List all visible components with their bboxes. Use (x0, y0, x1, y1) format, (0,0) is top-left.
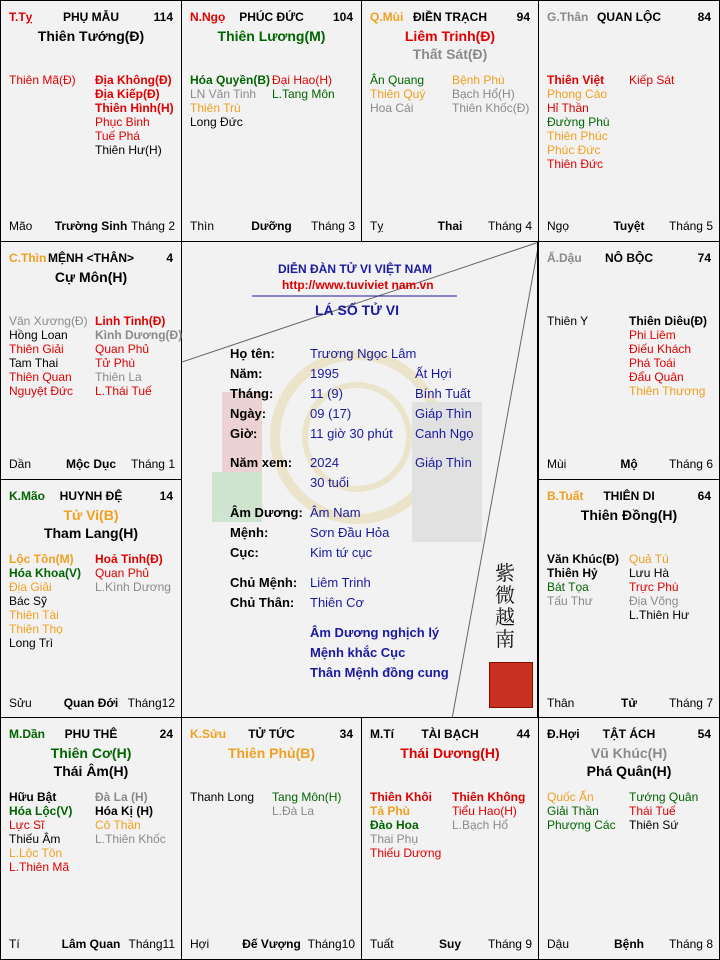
palace-branch-bottom: Thân (547, 696, 575, 710)
palace-number: 64 (697, 489, 711, 503)
palace-branch: Ấ.Dậu (547, 251, 582, 265)
star: Quan Phủ (95, 342, 150, 356)
info-value: Trương Ngọc Lâm (310, 346, 417, 361)
star-column-right (95, 552, 171, 594)
palace-cell[interactable] (181, 717, 362, 960)
palace-name: HUYNH ĐỆ (59, 489, 123, 503)
palace-cell[interactable] (0, 241, 182, 480)
star: Đào Hoa (370, 818, 419, 832)
info-value: 11 (9) (310, 386, 343, 401)
star: Thiên Việt (547, 73, 605, 87)
palace-number: 54 (697, 727, 711, 741)
main-star: Tham Lang(H) (43, 525, 139, 541)
palace-number: 84 (697, 10, 711, 24)
star: Thiên Không (452, 790, 526, 804)
star: Thiên Trù (190, 101, 241, 115)
star: Văn Xương(Đ) (9, 314, 88, 328)
info-value-can-chi: Ất Hợi (415, 366, 452, 381)
star-column-right (452, 73, 529, 115)
palace-month: Tháng 5 (668, 219, 713, 233)
star: Tả Phù (370, 804, 411, 818)
palace-branch: K.Sửu (190, 727, 227, 741)
palace-number: 104 (332, 10, 353, 24)
palace-month: Tháng 2 (130, 219, 175, 233)
palace-stage: Mộ (620, 457, 638, 471)
info-label: Ngày: (230, 406, 267, 421)
star-column-left (547, 314, 588, 328)
star: L.Bạch Hổ (452, 818, 509, 832)
palace-branch-bottom: Dần (9, 457, 32, 471)
star: Địa Kiếp(Đ) (95, 87, 160, 101)
star: Lực Sĩ (9, 818, 45, 832)
palace-branch: Q.Mùi (370, 10, 404, 24)
star: Địa Giải (9, 580, 52, 594)
star: Kình Dương(Đ) (95, 328, 183, 342)
star: Thiên Khốc(Đ) (452, 101, 530, 115)
star: Thiên Tài (9, 608, 59, 622)
palace-cell[interactable] (0, 717, 182, 960)
star: Bác Sỹ (9, 594, 48, 608)
info-label: Họ tên: (230, 346, 275, 361)
palace-month: Tháng 8 (668, 937, 713, 951)
palace-branch: N.Ngọ (190, 10, 226, 24)
main-star: Thái Dương(H) (400, 745, 500, 761)
palace-branch: M.Dần (9, 727, 45, 741)
info-label: Giờ: (230, 426, 258, 441)
palace-name: TỬ TỨC (248, 727, 295, 741)
info-label: Chủ Mệnh: (230, 575, 298, 590)
star: L.Kình Dương (95, 580, 171, 594)
star-column-left (190, 790, 254, 804)
chart-note: Mệnh khắc Cục (310, 645, 406, 660)
star: Thái Tuế (629, 804, 676, 818)
star: Thiên Hỷ (547, 566, 598, 580)
star: L.Thái Tuế (95, 384, 152, 398)
star: Thiên Quý (370, 87, 426, 101)
info-value-can-chi: Giáp Thìn (415, 455, 472, 470)
star-column-right (95, 73, 174, 157)
star: Ân Quang (370, 73, 425, 87)
star: Hồng Loan (9, 328, 68, 342)
palace-month: Tháng 9 (487, 937, 532, 951)
star: Long Đức (190, 115, 243, 129)
star: Tử Phù (95, 356, 136, 370)
star: Phong Cáo (547, 87, 608, 101)
star-column-right (272, 790, 341, 818)
star: Hỉ Thần (547, 101, 589, 115)
main-star: Thiên Tướng(Đ) (37, 28, 145, 44)
main-star: Thiên Lương(M) (217, 28, 326, 44)
star-column-left (547, 790, 616, 832)
star: L.Thiên Hư (629, 608, 690, 622)
star: Thiếu Âm (9, 832, 61, 846)
star-column-left (547, 552, 619, 608)
star-column-right (95, 790, 166, 846)
star: LN Văn Tinh (190, 87, 257, 101)
info-label: Cục: (230, 545, 259, 560)
star-column-right (629, 73, 674, 87)
palace-month: Tháng 6 (668, 457, 713, 471)
star-column-left (190, 73, 270, 129)
info-value: Thiên Cơ (310, 595, 365, 610)
palace-stage: Đế Vượng (242, 937, 301, 951)
forum-url[interactable]: http://www.tuviviet nam.vn (282, 278, 434, 292)
palace-branch-bottom: Mùi (547, 457, 567, 471)
palace-branch: C.Thìn (9, 251, 47, 265)
forum-name: DIỄN ĐÀN TỬ VI VIỆT NAM (278, 262, 432, 276)
chart-note: Thân Mệnh đồng cung (310, 665, 449, 680)
palace-month: Tháng11 (128, 937, 175, 951)
info-label: Chủ Thân: (230, 595, 295, 610)
star: Phục Binh (95, 115, 150, 129)
star: Thiên Đức (547, 157, 604, 171)
star-column-left (9, 790, 72, 874)
star: Trực Phù (629, 580, 679, 594)
palace-number: 34 (339, 727, 353, 741)
star: Tuế Phá (95, 129, 140, 143)
star-column-right (272, 73, 335, 101)
palace-branch-bottom: Mão (9, 219, 33, 233)
chart-note: Âm Dương nghịch lý (310, 625, 440, 640)
palace-branch-bottom: Ngọ (547, 219, 570, 233)
palace-name: MỆNH <THÂN> (47, 251, 134, 265)
info-value: 11 giờ 30 phút (310, 426, 393, 441)
info-value: 2024 (310, 455, 339, 470)
palace-month: Tháng 4 (487, 219, 532, 233)
center-panel (181, 241, 538, 718)
main-star: Cự Môn(H) (54, 269, 128, 285)
palace-number: 24 (159, 727, 173, 741)
star: Hóa Khoa(V) (9, 566, 81, 580)
palace-month: Tháng 1 (130, 457, 175, 471)
star: Thiên Diêu(Đ) (629, 314, 707, 328)
palace-stage: Suy (438, 937, 461, 951)
star: Lưu Hà (629, 566, 670, 580)
palace-branch: G.Thân (547, 10, 589, 24)
info-label: Năm: (230, 366, 263, 381)
star: Thiên Sứ (629, 818, 679, 832)
palace-stage: Trường Sinh (54, 219, 128, 233)
star: Thiên Mã(Đ) (9, 73, 76, 87)
palace-number: 14 (159, 489, 173, 503)
star: Thanh Long (190, 790, 255, 804)
star-column-right (629, 314, 707, 398)
palace-cell[interactable] (538, 241, 720, 480)
star: Phá Toái (629, 356, 676, 370)
star: Điếu Khách (629, 342, 692, 356)
palace-stage: Thai (437, 219, 463, 233)
palace-stage: Lâm Quan (61, 937, 121, 951)
palace-name: PHÚC ĐỨC (239, 10, 304, 24)
star: Linh Tinh(Đ) (95, 314, 166, 328)
palace-branch: K.Mão (9, 489, 45, 503)
info-label: Năm xem: (230, 455, 293, 470)
star: Đà La (H) (95, 790, 148, 804)
palace-name: PHỤ MẪU (63, 10, 119, 24)
star: Thiếu Dương (370, 846, 442, 860)
star: Giải Thần (547, 804, 599, 818)
palace-stage: Tử (620, 696, 638, 710)
palace-name: TẬT ÁCH (602, 727, 656, 741)
palace-cell[interactable] (538, 717, 720, 960)
star: Quốc Ấn (547, 790, 594, 804)
palace-cell[interactable] (181, 0, 362, 242)
star: Hóa Lộc(V) (9, 804, 73, 818)
palace-number: 74 (697, 251, 711, 265)
palace-branch-bottom: Dậu (547, 937, 570, 951)
palace-branch-bottom: Thìn (190, 219, 215, 233)
palace-branch: T.Tỵ (9, 10, 33, 24)
star: Thiên Khôi (370, 790, 432, 804)
palace-stage: Bệnh (614, 937, 644, 951)
star-column-right (629, 790, 698, 832)
main-star: Thái Âm(H) (53, 763, 129, 779)
info-value-age: 30 tuổi (310, 475, 350, 490)
star: L.Thiên Khốc (95, 832, 166, 846)
star: Tướng Quân (629, 790, 699, 804)
info-value: Liêm Trinh (310, 575, 371, 590)
info-value: 1995 (310, 366, 339, 381)
info-label: Mệnh: (230, 525, 269, 540)
star: Bạch Hổ(H) (452, 87, 515, 101)
info-value: Âm Nam (310, 505, 361, 520)
star: Bệnh Phù (452, 73, 505, 87)
main-star: Tử Vi(B) (63, 507, 119, 523)
palace-branch: B.Tuất (547, 489, 584, 503)
star: Quan Phủ (95, 566, 150, 580)
star: Đại Hao(H) (272, 73, 333, 87)
palace-name: THIÊN DI (603, 489, 655, 503)
palace-cell[interactable] (538, 0, 720, 242)
palace-month: Tháng10 (307, 937, 355, 951)
palace-month: Tháng 7 (668, 696, 713, 710)
star: Thiên Giải (9, 342, 64, 356)
main-star: Liêm Trinh(Đ) (404, 28, 496, 44)
star: Kiếp Sát (629, 73, 675, 87)
star: Tang Môn(H) (272, 790, 342, 804)
star-column-left (9, 314, 88, 398)
palace-branch: M.Tí (370, 727, 394, 741)
palace-number: 4 (166, 251, 173, 265)
star: Địa Không(Đ) (95, 73, 172, 87)
star: Thiên Thọ (9, 622, 63, 636)
palace-number: 114 (153, 10, 173, 24)
star: Đẩu Quân (629, 370, 684, 384)
palace-branch-bottom: Tuất (370, 937, 394, 951)
palace-cell[interactable] (0, 0, 182, 242)
palace-name: NÔ BỘC (605, 251, 653, 265)
star: Thiên Quan (9, 370, 72, 384)
star: Hoa Cái (370, 101, 414, 115)
star-column-left (547, 73, 610, 171)
star: Nguyệt Đức (9, 384, 74, 398)
star-column-right (95, 314, 182, 398)
star: Văn Khúc(Đ) (547, 552, 619, 566)
star: Tấu Thư (547, 594, 593, 608)
star: Phi Liêm (629, 328, 676, 342)
star: Tam Thai (9, 356, 59, 370)
star: Địa Võng (629, 594, 679, 608)
star: Phúc Đức (547, 143, 601, 157)
palace-branch: Đ.Hợi (547, 727, 580, 741)
main-star: Thiên Cơ(H) (50, 745, 132, 761)
star: Lộc Tồn(M) (9, 552, 74, 566)
star: Thiên La (95, 370, 142, 384)
star: Hoả Tinh(Đ) (95, 552, 163, 566)
info-label: Âm Dương: (230, 505, 303, 520)
star: Bát Tọa (547, 580, 589, 594)
info-value-can-chi: Canh Ngọ (415, 426, 474, 441)
palace-name: QUAN LỘC (597, 10, 661, 24)
palace-stage: Quan Đới (63, 696, 119, 710)
star: Quả Tú (629, 552, 669, 566)
star: Hóa Kị (H) (95, 804, 153, 818)
star-column-right (629, 552, 689, 622)
palace-month: Tháng 3 (310, 219, 355, 233)
star: L.Thiên Mã (9, 860, 70, 874)
star-column-left (9, 552, 81, 650)
star-column-right (452, 790, 525, 832)
palace-stage: Dưỡng (251, 219, 292, 233)
palace-stage: Mộc Dục (65, 457, 116, 471)
palace-branch-bottom: Hợi (190, 937, 210, 951)
star: L.Lộc Tồn (9, 846, 63, 860)
info-value-can-chi: Giáp Thìn (415, 406, 472, 421)
palace-cell[interactable] (361, 0, 539, 242)
star: Hữu Bật (9, 790, 57, 804)
star: Thiên Hình(H) (95, 101, 174, 115)
main-star: Thiên Đồng(H) (580, 507, 678, 523)
star: Long Trì (9, 636, 54, 650)
palace-name: PHU THÊ (64, 727, 118, 741)
info-value: Sơn Đầu Hỏa (310, 525, 390, 540)
info-value: 09 (17) (310, 406, 352, 421)
palace-cell[interactable] (0, 479, 182, 719)
info-value: Kim tứ cục (310, 545, 373, 560)
palace-branch-bottom: Sửu (9, 696, 32, 710)
info-label: Tháng: (230, 386, 274, 401)
palace-stage: Tuyệt (613, 219, 645, 233)
star-column-left (9, 73, 76, 87)
star-column-left (370, 790, 441, 860)
star: Thiên Thương (629, 384, 706, 398)
star: Thiên Phúc (547, 129, 608, 143)
main-star: Thất Sát(Đ) (412, 46, 488, 62)
seal-stamp (487, 562, 533, 712)
star: Thai Phụ (370, 832, 419, 846)
star: Cô Thần (95, 818, 141, 832)
star: Phượng Các (547, 818, 616, 832)
main-star: Thiên Phủ(B) (227, 745, 316, 761)
star-column-left (370, 73, 425, 115)
palace-number: 44 (516, 727, 530, 741)
star: Thiên Y (547, 314, 589, 328)
star: Đường Phù (547, 115, 610, 129)
main-star: Vũ Khúc(H) (590, 745, 668, 761)
star: L.Đà La (272, 804, 315, 818)
palace-name: TÀI BẠCH (421, 727, 479, 741)
star: Hóa Quyền(B) (190, 73, 271, 87)
palace-cell[interactable] (538, 479, 720, 719)
palace-branch-bottom: Tí (9, 937, 20, 951)
palace-name: ĐIỀN TRẠCH (413, 10, 487, 24)
palace-branch-bottom: Tỵ (370, 219, 384, 233)
palace-number: 94 (516, 10, 530, 24)
star: Thiên Hư(H) (95, 143, 162, 157)
seal-square (489, 662, 533, 708)
palace-month: Tháng12 (127, 696, 175, 710)
main-star: Phá Quân(H) (586, 763, 672, 779)
chart-title: LÁ SỐ TỬ VI (315, 302, 399, 318)
seal-text: 紫微越南 (495, 561, 515, 651)
star: Tiểu Hao(H) (452, 804, 517, 818)
info-value-can-chi: Bính Tuất (415, 386, 471, 401)
palace-cell[interactable] (361, 717, 539, 960)
star: L.Tang Môn (272, 87, 335, 101)
